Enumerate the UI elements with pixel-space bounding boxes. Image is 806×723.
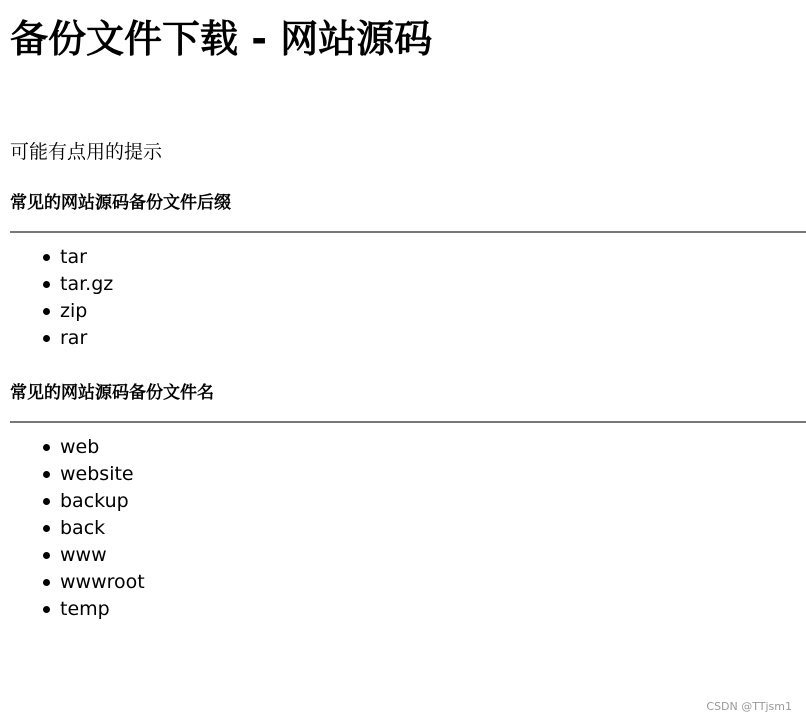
list-item [60, 434, 806, 461]
hint-text: 可能有点用的提示 [10, 141, 163, 163]
list-item [60, 298, 806, 325]
page-content [10, 0, 806, 623]
list-item [60, 488, 806, 515]
list-item-label: tar [60, 246, 87, 268]
list-item [60, 542, 806, 569]
bullet-icon [43, 498, 50, 505]
list-item-label: rar [60, 327, 88, 349]
section-heading-filenames: 常见的网站源码备份文件名 [10, 383, 214, 403]
divider [10, 421, 806, 423]
bullet-icon [43, 552, 50, 559]
bullet-icon [43, 281, 50, 288]
bullet-icon [43, 444, 50, 451]
watermark: CSDN @TTjsm1 [706, 700, 792, 713]
suffix-list [10, 244, 806, 352]
list-item-label: backup [60, 490, 129, 512]
page-title: 备份文件下载 - 网站源码 [10, 17, 433, 61]
list-item [60, 325, 806, 352]
filename-list [10, 434, 806, 623]
bullet-icon [43, 254, 50, 261]
list-item-label: web [60, 436, 100, 458]
list-item-label: back [60, 517, 106, 539]
list-item-label: temp [60, 598, 110, 620]
bullet-icon [43, 579, 50, 586]
list-item [60, 461, 806, 488]
list-item [60, 596, 806, 623]
list-item-label: tar.gz [60, 273, 114, 295]
bullet-icon [43, 471, 50, 478]
list-item [60, 515, 806, 542]
bullet-icon [43, 606, 50, 613]
list-item [60, 271, 806, 298]
list-item-label: www [60, 544, 107, 566]
list-item-label: zip [60, 300, 88, 322]
bullet-icon [43, 308, 50, 315]
list-item-label: website [60, 463, 134, 485]
bullet-icon [43, 525, 50, 532]
list-item [60, 569, 806, 596]
bullet-icon [43, 335, 50, 342]
list-item-label: wwwroot [60, 571, 145, 593]
section-heading-suffixes: 常见的网站源码备份文件后缀 [10, 193, 231, 213]
list-item [60, 244, 806, 271]
divider [10, 231, 806, 233]
